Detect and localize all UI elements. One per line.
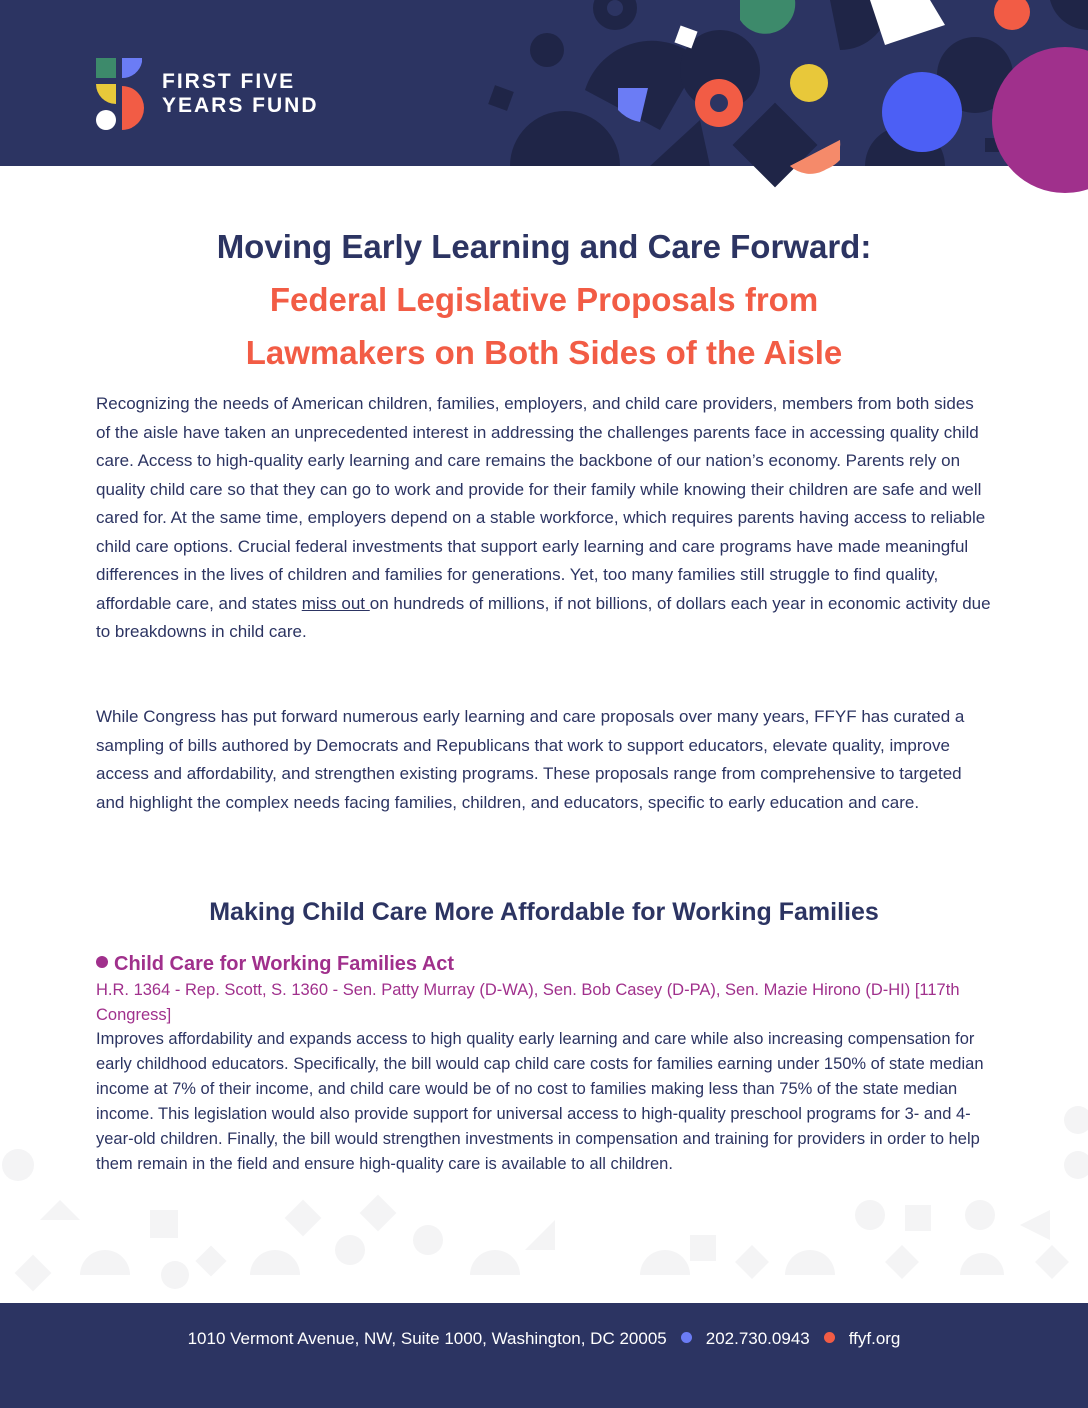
background-pattern: [0, 1100, 1088, 1305]
intro-p1-text-a: Recognizing the needs of American children, families, employers, and child care providers, members from both sides of the aisle have taken an unprecedented interest in addressing the challenges parents face in accessing quality child care. Access to high-quality early learning and care remains the backbone of our nation’s economy. Parents rely on quality child care so that they can go to work and provide for their family while knowing their children are safe and well cared for. At the same time, employers depend on a stable workforce, which requires parents having access to reliable child care options. Crucial federal investments that support early learning and care programs have made meaningful differences in the lives of children and families for generations. Yet, too many families still struggle to find quality, affordable care, and states: [96, 394, 986, 613]
bill-title: [96, 950, 896, 978]
footer-address: 1010 Vermont Avenue, NW, Suite 1000, Washington, DC 20005: [187, 1329, 667, 1348]
page-title: [60, 220, 1028, 379]
intro-paragraph-1: [96, 390, 992, 647]
title-line-3: Lawmakers on Both Sides of the Aisle: [245, 334, 843, 371]
section-heading: Making Child Care More Affordable for Working Families: [209, 898, 879, 926]
bill-title-text: Child Care for Working Families Act: [114, 953, 455, 975]
logo-text-line1: FIRST FIVE: [162, 70, 296, 93]
miss-out-link[interactable]: miss out: [301, 593, 370, 613]
blue-dot-icon: [681, 1332, 692, 1343]
intro-p1-text-b: on hundreds of millions, if not billions, of dollars each year in economic activity due to breakdowns in child care.: [96, 593, 991, 641]
bill-sponsors: H.R. 1364 - Rep. Scott, S. 1360 - Sen. Patty Murray (D-WA), Sen. Bob Casey (D-PA), Sen. Mazie Hirono (D-HI) [117th Congress]: [96, 981, 960, 1024]
footer-phone[interactable]: 202.730.0943: [705, 1329, 810, 1348]
header-banner: [0, 0, 1088, 166]
title-line-2: Federal Legislative Proposals from: [269, 281, 819, 318]
title-line-1: Moving Early Learning and Care Forward:: [216, 228, 872, 265]
logo-text: [162, 70, 362, 118]
footer-contact: [0, 1327, 1088, 1351]
footer: [0, 1303, 1088, 1408]
red-dot-icon: [824, 1332, 835, 1343]
intro-paragraph-2: While Congress has put forward numerous early learning and care proposals over many years, FFYF has curated a sampling of bills authored by Democrats and Republicans that work to support educators, elevate quality, improve access and affordability, and strengthen existing programs. These proposals range from comprehensive to targeted and highlight the complex needs facing families, children, and educators, specific to early education and care.: [96, 707, 965, 812]
bill-description: Improves affordability and expands access to high quality early learning and care while also increasing compensation for early childhood educators. Specifically, the bill would cap child care costs for families earning under 150% of state median income at 7% of their income, and child care would be of no cost to families making less than 75% of the state median income. This legislation would also provide support for universal access to high-quality preschool programs for 3- and 4-year-old children. Finally, the bill would strengthen investments in compensation and training for providers in order to help them remain in the field and ensure high-quality care is available to all children.: [96, 1030, 984, 1173]
logo-text-line2: YEARS FUND: [162, 94, 319, 117]
bullet-icon: [96, 956, 108, 968]
logo-mark-icon: [96, 58, 146, 130]
footer-website[interactable]: ffyf.org: [848, 1329, 901, 1348]
